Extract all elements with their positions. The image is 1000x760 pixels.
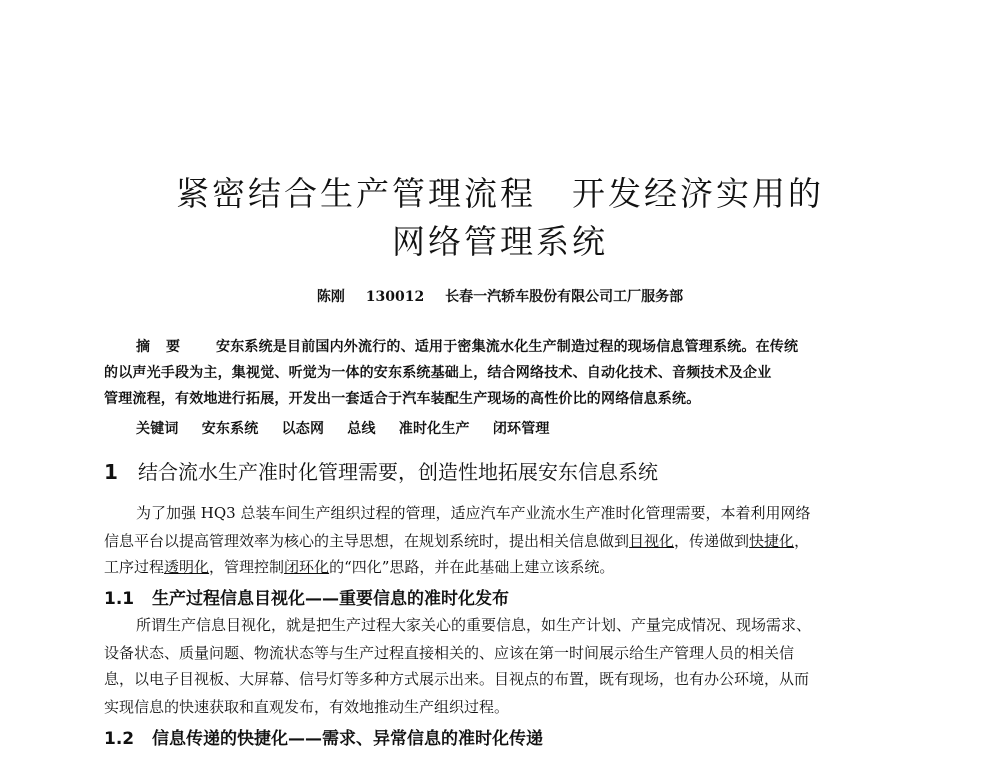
section-1-title: 结合流水生产准时化管理需要，创造性地拓展安东信息系统	[138, 460, 658, 484]
author-line	[0, 286, 1000, 306]
section-1-1-title: 生产过程信息目视化——重要信息的准时化发布	[152, 589, 509, 609]
author-affiliation: 长春一汽轿车股份有限公司工厂服务部	[445, 289, 684, 305]
text-run: 工序过程	[104, 558, 165, 576]
section-1-paragraph-line-1: 为了加强 HQ3 总装车间生产组织过程的管理，适应汽车产业流水生产准时化管理需要，本着利用网络	[136, 504, 811, 522]
author-postcode: 130012	[365, 289, 425, 305]
underlined-term: 透明化	[164, 558, 210, 576]
section-1-paragraph-line-3	[104, 556, 614, 577]
underlined-term: 快捷化	[749, 532, 795, 550]
keyword-item: 准时化生产	[398, 421, 470, 437]
section-1-number: 1	[104, 460, 118, 484]
text-run: ，传递做到	[674, 532, 750, 550]
section-1-2-number: 1.2	[104, 729, 135, 749]
text-run: ，管理控制	[209, 558, 285, 576]
abstract-text-1: 安东系统是目前国内外流行的、适用于密集流水化生产制造过程的现场信息管理系统。在传统	[216, 339, 799, 355]
section-1-2-heading	[104, 724, 543, 749]
text-run: 信息平台以提高管理效率为核心的主导思想，在规划系统时，提出相关信息做到	[104, 532, 630, 550]
section-1-1-number: 1.1	[104, 589, 135, 609]
section-1-heading	[104, 456, 658, 485]
section-1-2-title: 信息传递的快捷化——需求、异常信息的准时化传递	[152, 729, 543, 749]
keyword-item: 以态网	[281, 421, 325, 437]
section-1-1-heading	[104, 584, 509, 609]
abstract-label: 摘要	[136, 339, 196, 355]
paper-title-line-2: 网络管理系统	[392, 222, 608, 261]
section-1-1-line-1: 所谓生产信息目视化，就是把生产过程大家关心的重要信息，如生产计划、产量完成情况、现场需求、	[136, 616, 812, 634]
abstract-line-2: 的以声光手段为主，集视觉、听觉为一体的安东系统基础上，结合网络技术、自动化技术、音频技术及企业	[104, 365, 772, 381]
paper-title-line-1: 紧密结合生产管理流程 开发经济实用的	[176, 174, 824, 213]
underlined-term: 目视化	[629, 532, 675, 550]
section-1-1-line-2: 设备状态、质量问题、物流状态等与生产过程直接相关的、应该在第一时间展示给生产管理人员的相关信	[104, 644, 795, 662]
text-run: 的“四化”思路，并在此基础上建立该系统。	[329, 558, 615, 576]
abstract-line-3: 管理流程，有效地进行拓展，开发出一套适合于汽车装配生产现场的高性价比的网络信息系统。	[104, 391, 701, 407]
section-1-paragraph-line-2	[104, 530, 809, 551]
keyword-item: 闭环管理	[492, 421, 550, 437]
keyword-item: 总线	[347, 421, 376, 437]
section-1-1-line-3: 息，以电子目视板、大屏幕、信号灯等多种方式展示出来。目视点的布置，既有现场，也有办公环境，从而	[104, 670, 810, 688]
keywords-label: 关键词	[136, 421, 179, 437]
section-1-1-line-4: 实现信息的快速获取和直观发布，有效地推动生产组织过程。	[104, 698, 510, 716]
underlined-term: 闭环化	[284, 558, 330, 576]
keyword-item: 安东系统	[201, 421, 259, 437]
abstract-line-1	[136, 336, 798, 356]
text-run: ，	[794, 532, 810, 550]
author-name: 陈刚	[316, 289, 345, 305]
keywords-line	[136, 418, 568, 438]
